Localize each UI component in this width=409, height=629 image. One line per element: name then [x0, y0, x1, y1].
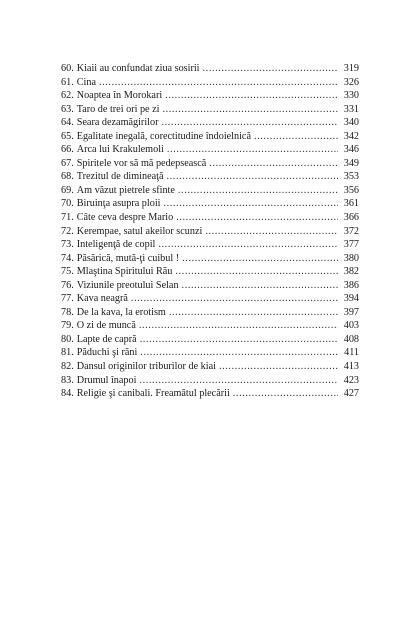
dot-leader: [140, 333, 338, 347]
dot-leader: [205, 225, 338, 239]
toc-entry: [61, 157, 359, 171]
dot-leader: [158, 238, 338, 252]
dot-leader: [131, 292, 338, 306]
toc-entry-page-number: 331: [343, 103, 359, 115]
toc-entry-title: Taro de trei ori pe zi: [76, 103, 160, 115]
toc-entry-page-number: 346: [343, 144, 359, 156]
toc-entry-title: Arca lui Krakulemoli: [76, 144, 164, 156]
toc-entry-page-number: 413: [343, 361, 359, 373]
dot-leader: [209, 157, 338, 171]
toc-entry-title: Dansul originilor triburilor de kiai: [76, 361, 216, 373]
toc-entry-page-number: 377: [343, 239, 359, 251]
dot-leader: [182, 252, 338, 266]
toc-entry-page-number: 380: [343, 252, 359, 264]
toc-entry: [61, 197, 359, 211]
toc-entry-title: Kava neagră: [76, 293, 128, 305]
toc-entry-title: Viziunile preotului Selan: [76, 279, 179, 291]
toc-entry-title: Trezitul de dimineaţă: [76, 171, 164, 183]
toc-entry-page-number: 326: [343, 76, 359, 88]
toc-entry-number: 83.: [61, 374, 74, 386]
toc-entry-number: 66.: [61, 144, 74, 156]
toc-entry: [61, 374, 359, 388]
toc-entry-title: Noaptea în Morokari: [76, 90, 163, 102]
toc-entry: [61, 225, 359, 239]
toc-entry-number: 65.: [61, 130, 74, 142]
dot-leader: [163, 197, 338, 211]
toc-entry-number: 61.: [61, 76, 74, 88]
toc-entry-page-number: 342: [343, 130, 359, 142]
toc-entry-number: 64.: [61, 117, 74, 129]
toc-entry-number: 82.: [61, 361, 74, 373]
dot-leader: [203, 62, 338, 76]
toc-entry-page-number: 382: [343, 266, 359, 278]
toc-entry: [61, 360, 359, 374]
dot-leader: [233, 387, 338, 401]
toc-entry: [61, 116, 359, 130]
dot-leader: [161, 116, 338, 130]
toc-entry-number: 80.: [61, 333, 74, 345]
toc-entry-page-number: 319: [343, 63, 359, 74]
toc-entry-page-number: 408: [343, 333, 359, 345]
toc-entry-number: 79.: [61, 320, 74, 332]
toc-entry-page-number: 397: [343, 306, 359, 318]
toc-entry: [61, 252, 359, 266]
toc-entry-title: Am văzut pietrele sfinte: [76, 184, 175, 196]
toc-entry-number: 63.: [61, 103, 74, 115]
toc-entry-title: De la kava, la erotism: [76, 306, 166, 318]
toc-entry-title: Spiritele vor să mă pedepsească: [76, 157, 207, 169]
toc-entry-title: Kiaii au confundat ziua sosirii: [76, 63, 200, 74]
dot-leader: [165, 89, 338, 103]
toc-entry-title: Seara dezamăgirilor: [76, 117, 159, 129]
toc-entry-title: Inteligenţă de copil: [76, 239, 156, 251]
toc-entry: [61, 346, 359, 360]
toc-entry-page-number: 330: [343, 90, 359, 102]
toc-entry: [61, 292, 359, 306]
toc-entry-title: Religie şi canibali. Freamătul plecării: [76, 388, 230, 400]
toc-entry-number: 77.: [61, 293, 74, 305]
dot-leader: [162, 103, 338, 117]
toc-entry-title: Câte ceva despre Mario: [76, 212, 174, 224]
dot-leader: [167, 170, 339, 184]
toc-entry-number: 78.: [61, 306, 74, 318]
toc-entry-number: 67.: [61, 157, 74, 169]
toc-entry-number: 60.: [61, 63, 74, 74]
toc-entry-title: O zi de muncă: [76, 320, 136, 332]
toc-entry-number: 73.: [61, 239, 74, 251]
toc-entry-page-number: 353: [343, 171, 359, 183]
dot-leader: [175, 265, 338, 279]
toc-entry-page-number: 361: [343, 198, 359, 210]
toc-entry-title: Păduchi şi răni: [76, 347, 138, 359]
toc-entry-title: Drumul înapoi: [76, 374, 137, 386]
toc-entry: [61, 211, 359, 225]
toc-entry-page-number: 372: [343, 225, 359, 237]
toc-entry-title: Lapte de capră: [76, 333, 137, 345]
dot-leader: [140, 346, 338, 360]
toc-entry-number: 84.: [61, 388, 74, 400]
toc-entry-page-number: 356: [343, 184, 359, 196]
toc-entry-number: 75.: [61, 266, 74, 278]
toc-entry-page-number: 366: [343, 212, 359, 224]
table-of-contents: [61, 62, 359, 401]
toc-entry-number: 81.: [61, 347, 74, 359]
toc-entry: [61, 130, 359, 144]
toc-entry: [61, 333, 359, 347]
dot-leader: [176, 211, 338, 225]
dot-leader: [219, 360, 338, 374]
toc-entry: [61, 184, 359, 198]
dot-leader: [139, 374, 338, 388]
toc-entry: [61, 76, 359, 90]
toc-entry-page-number: 386: [343, 279, 359, 291]
toc-entry-title: Biruinţa asupra ploii: [76, 198, 161, 210]
toc-entry-page-number: 403: [343, 320, 359, 332]
toc-entry-title: Păsărică, mută-ţi cuibul !: [76, 252, 180, 264]
toc-entry-title: Mlaştina Spiritului Rău: [76, 266, 173, 278]
toc-entry: [61, 89, 359, 103]
dot-leader: [178, 184, 338, 198]
dot-leader: [182, 279, 338, 293]
toc-entry: [61, 143, 359, 157]
toc-entry-number: 71.: [61, 212, 74, 224]
toc-entry-number: 76.: [61, 279, 74, 291]
toc-entry-number: 69.: [61, 184, 74, 196]
toc-entry: [61, 387, 359, 401]
toc-entry: [61, 170, 359, 184]
dot-leader: [169, 306, 338, 320]
toc-entry-number: 70.: [61, 198, 74, 210]
toc-entry-number: 68.: [61, 171, 74, 183]
toc-entry: [61, 103, 359, 117]
toc-entry-title: Egalitate inegală, corectitudine îndoielnică: [76, 130, 251, 142]
dot-leader: [139, 319, 338, 333]
toc-entry: [61, 306, 359, 320]
toc-entry-page-number: 427: [343, 388, 359, 400]
toc-entry-number: 74.: [61, 252, 74, 264]
toc-entry: [61, 265, 359, 279]
toc-entry-page-number: 394: [343, 293, 359, 305]
toc-entry-page-number: 411: [344, 347, 359, 359]
toc-entry: [61, 62, 359, 76]
toc-entry: [61, 319, 359, 333]
toc-entry-number: 62.: [61, 90, 74, 102]
toc-entry-page-number: 423: [343, 374, 359, 386]
toc-entry-page-number: 349: [343, 157, 359, 169]
dot-leader: [99, 76, 338, 90]
toc-entry-number: 72.: [61, 225, 74, 237]
toc-entry: [61, 238, 359, 252]
toc-entry-title: Kerempae, satul akeilor scunzi: [76, 225, 203, 237]
toc-entry-page-number: 340: [343, 117, 359, 129]
toc-entry: [61, 279, 359, 293]
toc-entry-title: Cina: [76, 76, 96, 88]
dot-leader: [167, 143, 338, 157]
dot-leader: [254, 130, 338, 144]
